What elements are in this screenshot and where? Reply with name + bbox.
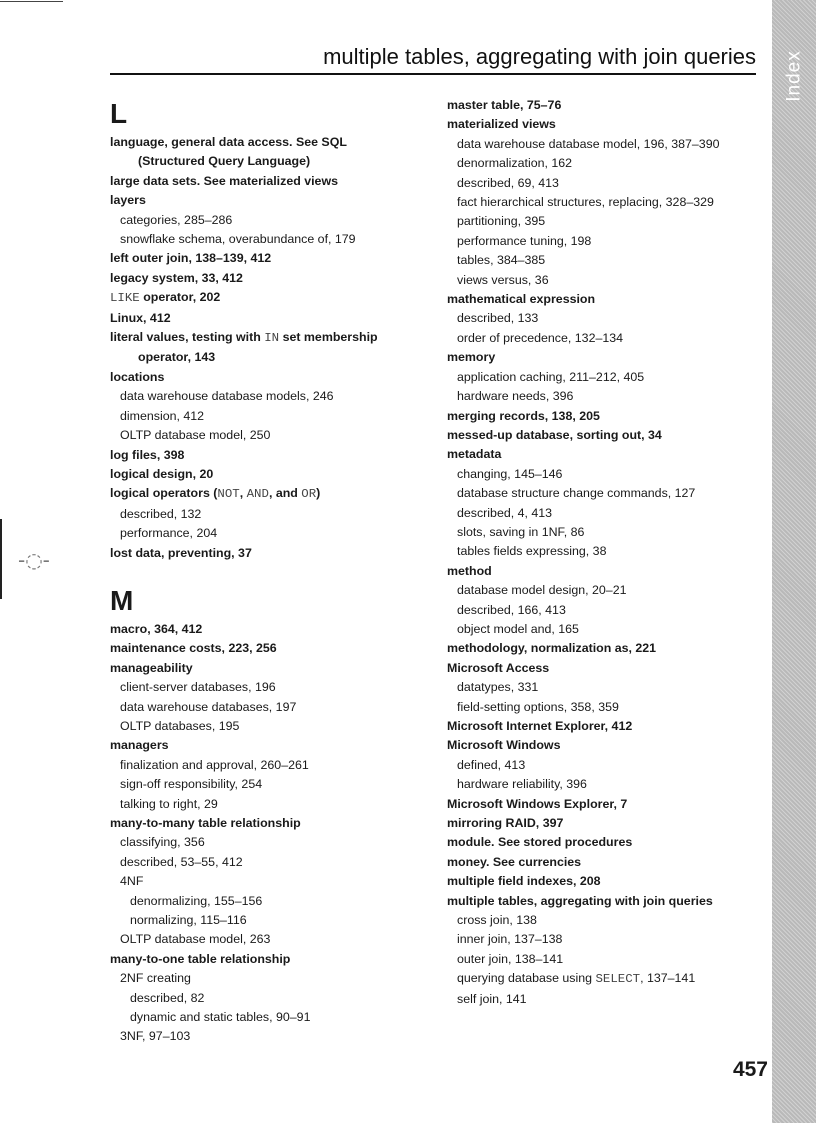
index-subentry: snowflake schema, overabundance of, 179: [120, 232, 356, 247]
index-subentry: tables fields expressing, 38: [457, 544, 607, 559]
index-entry: many-to-one table relationship: [110, 951, 291, 966]
code-term: OR: [301, 487, 317, 502]
index-subentry: partitioning, 395: [457, 214, 546, 229]
index-entry: merging records, 138, 205: [447, 408, 600, 423]
index-entry: methodology, normalization as, 221: [447, 641, 657, 656]
index-subentry: described, 133: [457, 311, 539, 326]
crop-mark: -◌-: [18, 548, 50, 572]
index-subentry: 3NF, 97–103: [120, 1029, 191, 1044]
index-subentry: datatypes, 331: [457, 680, 539, 695]
code-term: LIKE: [110, 291, 140, 306]
index-subentry: data warehouse database model, 196, 387–390: [457, 136, 720, 151]
index-subentry: hardware reliability, 396: [457, 777, 587, 792]
page-number: 457: [732, 1058, 768, 1081]
index-subentry: object model and, 165: [457, 621, 579, 636]
index-subentry: categories, 285–286: [120, 212, 233, 227]
index-subentry: hardware needs, 396: [457, 389, 574, 404]
section-letter-m: M: [110, 584, 134, 616]
index-entry: manageability: [110, 660, 193, 675]
index-subentry: views versus, 36: [457, 272, 549, 287]
entry-text: logical operators (: [110, 486, 218, 501]
index-subentry: denormalizing, 155–156: [130, 893, 263, 908]
index-entry: layers: [110, 193, 146, 208]
index-subentry: finalization and approval, 260–261: [120, 757, 309, 772]
index-subentry: described, 166, 413: [457, 602, 566, 617]
index-entry: materialized views: [447, 117, 556, 132]
index-subentry: dimension, 412: [120, 408, 205, 423]
index-subentry: outer join, 138–141: [457, 951, 564, 966]
index-subentry: OLTP database model, 263: [120, 932, 271, 947]
index-entry: method: [447, 563, 492, 578]
right-entries: [447, 96, 767, 1009]
index-entry: Linux, 412: [110, 310, 171, 325]
index-entry: Microsoft Windows Explorer, 7: [447, 796, 628, 811]
index-subentry: performance, 204: [120, 526, 218, 541]
entry-text: , and: [268, 486, 302, 501]
index-subentry: OLTP database model, 250: [120, 428, 271, 443]
entry-text: querying database using: [457, 971, 596, 986]
left-column: [110, 96, 430, 1047]
index-entry: large data sets. See materialized views: [110, 173, 338, 188]
entry-text: operator, 202: [139, 290, 221, 305]
index-entry: module. See stored procedures: [447, 835, 633, 850]
running-header: multiple tables, aggregating with join queries: [323, 44, 756, 69]
code-term: SELECT: [595, 972, 641, 987]
index-subentry: described, 53–55, 412: [120, 854, 243, 869]
side-tab-label: Index: [784, 50, 806, 102]
index-entry: multiple tables, aggregating with join queries: [447, 893, 713, 908]
index-subentry: described, 69, 413: [457, 175, 559, 190]
index-entry: Microsoft Internet Explorer, 412: [447, 719, 633, 733]
index-entry: log files, 398: [110, 447, 185, 462]
header-rule: [110, 73, 756, 75]
index-subentry: denormalization, 162: [457, 156, 573, 171]
section-letter-l: L: [110, 98, 128, 129]
index-subentry: defined, 413: [457, 757, 526, 772]
index-entry: messed-up database, sorting out, 34: [447, 427, 662, 442]
index-subentry: fact hierarchical structures, replacing, 328–329: [457, 195, 714, 210]
left-entries-l: [110, 133, 430, 563]
index-subentry: self join, 141: [457, 991, 527, 1006]
index-entry: macro, 364, 412: [110, 621, 203, 636]
index-subentry: inner join, 137–138: [457, 932, 563, 947]
code-term: AND: [246, 487, 269, 502]
index-subentry: field-setting options, 358, 359: [457, 699, 619, 714]
index-subentry: order of precedence, 132–134: [457, 330, 624, 345]
corner-rule: [0, 1, 63, 2]
index-subentry: data warehouse databases, 197: [120, 699, 297, 714]
index-subentry: database model design, 20–21: [457, 583, 627, 598]
index-entry: locations: [110, 369, 165, 384]
right-column: [447, 96, 767, 1009]
index-subentry: OLTP databases, 195: [120, 718, 240, 733]
index-entry: [110, 484, 430, 504]
index-subentry: application caching, 211–212, 405: [457, 369, 645, 384]
index-entry: master table, 75–76: [447, 98, 562, 112]
margin-bar: [0, 519, 2, 599]
index-subentry: described, 4, 413: [457, 505, 553, 520]
index-subentry: described, 82: [130, 990, 205, 1005]
index-subentry: talking to right, 29: [120, 796, 218, 811]
index-subentry: slots, saving in 1NF, 86: [457, 524, 585, 539]
index-entry: mathematical expression: [447, 292, 596, 307]
index-entry: memory: [447, 350, 496, 365]
index-subentry: 4NF: [120, 874, 144, 889]
index-entry: metadata: [447, 447, 502, 462]
index-entry: language, general data access. See SQL: [110, 135, 347, 149]
index-entry: Microsoft Windows: [447, 738, 561, 753]
index-entry: multiple field indexes, 208: [447, 874, 601, 889]
index-subentry: database structure change commands, 127: [457, 486, 696, 501]
index-side-tab: [772, 0, 816, 1123]
index-entry: money. See currencies: [447, 854, 582, 869]
index-entry: maintenance costs, 223, 256: [110, 641, 277, 656]
index-entry: lost data, preventing, 37: [110, 545, 252, 560]
entry-text: set membership: [279, 330, 378, 345]
index-subentry: cross join, 138: [457, 913, 537, 928]
index-subentry: classifying, 356: [120, 835, 205, 850]
index-entry: left outer join, 138–139, 412: [110, 251, 272, 266]
index-entry: logical design, 20: [110, 466, 214, 481]
entry-text: , 137–141: [640, 971, 696, 986]
index-subentry: data warehouse database models, 246: [120, 389, 334, 404]
code-term: IN: [264, 331, 280, 346]
entry-text: ,: [239, 486, 247, 501]
index-entry: legacy system, 33, 412: [110, 270, 243, 285]
index-subentry: changing, 145–146: [457, 466, 563, 481]
index-entry: managers: [110, 738, 169, 753]
left-entries-m: [110, 620, 430, 1047]
side-tab-label-box: [780, 46, 810, 106]
index-entry: mirroring RAID, 397: [447, 816, 564, 831]
index-entry: operator, 143: [138, 350, 216, 365]
entry-text: ): [316, 486, 321, 501]
entry-text: literal values, testing with: [110, 330, 265, 345]
index-subentry: 2NF creating: [120, 971, 191, 986]
index-subentry: client-server databases, 196: [120, 680, 276, 695]
index-subentry: described, 132: [120, 506, 202, 521]
index-subentry: sign-off responsibility, 254: [120, 777, 263, 792]
index-subentry: tables, 384–385: [457, 253, 546, 268]
index-subentry: [447, 969, 767, 989]
index-subentry: dynamic and static tables, 90–91: [130, 1010, 311, 1025]
index-entry: (Structured Query Language): [138, 154, 311, 169]
code-term: NOT: [217, 487, 240, 502]
index-subentry: performance tuning, 198: [457, 233, 592, 248]
index-entry: Microsoft Access: [447, 660, 550, 675]
index-entry: [110, 328, 430, 348]
index-subentry: normalizing, 115–116: [130, 913, 247, 928]
index-entry: many-to-many table relationship: [110, 816, 301, 830]
index-entry: [110, 288, 430, 308]
